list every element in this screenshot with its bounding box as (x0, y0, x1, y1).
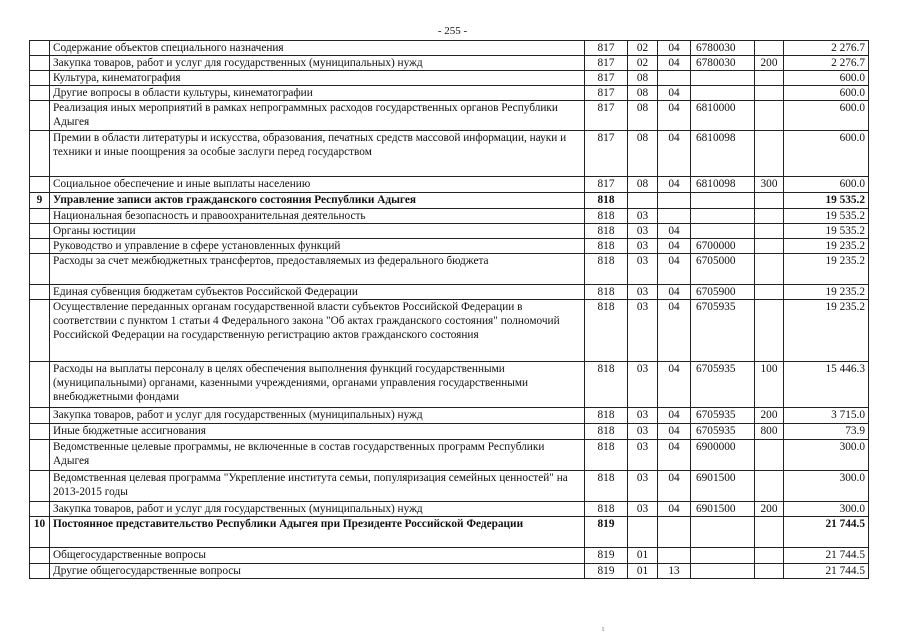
row-amount: 3 715.0 (784, 408, 869, 424)
row-ved-code: 818 (585, 239, 628, 254)
row-ved-code: 818 (585, 193, 628, 209)
row-number: 10 (30, 517, 50, 548)
row-number (30, 564, 50, 579)
table-row (30, 440, 869, 471)
row-target-article (691, 71, 755, 86)
row-ved-code: 818 (585, 300, 628, 362)
row-section-code: 02 (628, 56, 658, 71)
row-ved-code: 818 (585, 285, 628, 300)
row-amount: 19 535.2 (784, 209, 869, 224)
row-target-article: 6705935 (691, 424, 755, 440)
row-number (30, 285, 50, 300)
table-row (30, 408, 869, 424)
row-section-code: 08 (628, 177, 658, 193)
table-row (30, 362, 869, 408)
row-target-article (691, 517, 755, 548)
table-row (30, 517, 869, 548)
row-ved-code: 817 (585, 131, 628, 177)
row-number (30, 548, 50, 564)
table-row (30, 564, 869, 579)
row-subsection-code (658, 548, 691, 564)
row-section-code: 03 (628, 285, 658, 300)
table-row (30, 56, 869, 71)
row-subsection-code (658, 193, 691, 209)
row-amount: 600.0 (784, 131, 869, 177)
row-name: Содержание объектов специального назначения (50, 41, 585, 56)
row-amount: 300.0 (784, 440, 869, 471)
row-target-article: 6901500 (691, 471, 755, 502)
row-target-article: 6705935 (691, 362, 755, 408)
row-amount: 19 535.2 (784, 224, 869, 239)
row-subsection-code: 04 (658, 471, 691, 502)
row-number (30, 41, 50, 56)
row-section-code: 03 (628, 502, 658, 517)
row-target-article: 6810098 (691, 177, 755, 193)
row-ved-code: 818 (585, 408, 628, 424)
row-section-code: 08 (628, 131, 658, 177)
row-ved-code: 819 (585, 517, 628, 548)
row-name: Реализация иных мероприятий в рамках непрограммных расходов государственных органов Республики Адыгея (50, 101, 585, 131)
row-subsection-code: 04 (658, 86, 691, 101)
row-subsection-code: 04 (658, 239, 691, 254)
row-subsection-code (658, 209, 691, 224)
row-section-code: 08 (628, 101, 658, 131)
row-subsection-code: 04 (658, 285, 691, 300)
row-target-article: 6705935 (691, 408, 755, 424)
row-expense-type: 200 (755, 408, 784, 424)
row-amount: 73.9 (784, 424, 869, 440)
row-number: 9 (30, 193, 50, 209)
row-expense-type: 200 (755, 502, 784, 517)
row-subsection-code: 04 (658, 101, 691, 131)
row-amount: 19 235.2 (784, 285, 869, 300)
row-ved-code: 818 (585, 424, 628, 440)
row-subsection-code: 13 (658, 564, 691, 579)
row-ved-code: 819 (585, 564, 628, 579)
table-row (30, 193, 869, 209)
row-section-code: 01 (628, 548, 658, 564)
row-number (30, 502, 50, 517)
row-ved-code: 818 (585, 502, 628, 517)
row-target-article: 6700000 (691, 239, 755, 254)
row-target-article (691, 86, 755, 101)
row-number (30, 224, 50, 239)
row-name: Расходы за счет межбюджетных трансфертов, предоставляемых из федерального бюджета (50, 254, 585, 285)
table-row (30, 41, 869, 56)
row-name: Закупка товаров, работ и услуг для государственных (муниципальных) нужд (50, 56, 585, 71)
row-section-code: 01 (628, 564, 658, 579)
row-expense-type (755, 86, 784, 101)
table-row (30, 86, 869, 101)
row-name: Закупка товаров, работ и услуг для государственных (муниципальных) нужд (50, 408, 585, 424)
table-row (30, 285, 869, 300)
row-subsection-code: 04 (658, 224, 691, 239)
row-name: Постоянное представительство Республики Адыгея при Президенте Российской Федерации (50, 517, 585, 548)
row-section-code: 08 (628, 86, 658, 101)
row-section-code: 03 (628, 424, 658, 440)
row-target-article: 6810000 (691, 101, 755, 131)
table-row (30, 239, 869, 254)
row-name: Премии в области литературы и искусства, образования, печатных средств массовой информации, науки и техники и иные поощрения за особые заслуги перед государством (50, 131, 585, 177)
row-amount: 600.0 (784, 86, 869, 101)
row-expense-type (755, 564, 784, 579)
row-number (30, 254, 50, 285)
row-section-code (628, 517, 658, 548)
row-subsection-code: 04 (658, 502, 691, 517)
row-name: Осуществление переданных органам государственной власти субъектов Российской Федерации в соответствии с пунктом 1 статьи 4 Федерального закона "Об актах гражданского состояния" полномочий Российской Федерации на государственную регистрацию актов гражданского состояния (50, 300, 585, 362)
table-row (30, 224, 869, 239)
row-amount: 600.0 (784, 101, 869, 131)
row-target-article (691, 564, 755, 579)
row-name: Общегосударственные вопросы (50, 548, 585, 564)
row-name: Органы юстиции (50, 224, 585, 239)
row-subsection-code (658, 517, 691, 548)
page-number: - 255 - (437, 25, 468, 37)
row-subsection-code (658, 71, 691, 86)
row-ved-code: 818 (585, 254, 628, 285)
row-number (30, 300, 50, 362)
row-amount: 600.0 (784, 177, 869, 193)
row-name: Иные бюджетные ассигнования (50, 424, 585, 440)
row-target-article: 6780030 (691, 56, 755, 71)
row-number (30, 101, 50, 131)
row-ved-code: 817 (585, 41, 628, 56)
row-ved-code: 817 (585, 101, 628, 131)
row-amount: 19 535.2 (784, 193, 869, 209)
row-subsection-code: 04 (658, 177, 691, 193)
row-expense-type (755, 548, 784, 564)
row-name: Единая субвенция бюджетам субъектов Российской Федерации (50, 285, 585, 300)
row-subsection-code: 04 (658, 440, 691, 471)
row-expense-type: 100 (755, 362, 784, 408)
row-target-article (691, 224, 755, 239)
row-section-code: 08 (628, 71, 658, 86)
row-ved-code: 818 (585, 362, 628, 408)
row-subsection-code: 04 (658, 254, 691, 285)
row-section-code: 03 (628, 440, 658, 471)
row-expense-type (755, 239, 784, 254)
table-row (30, 424, 869, 440)
table-row (30, 131, 869, 177)
row-number (30, 131, 50, 177)
row-amount: 21 744.5 (784, 564, 869, 579)
row-expense-type (755, 41, 784, 56)
row-amount: 19 235.2 (784, 239, 869, 254)
row-section-code: 02 (628, 41, 658, 56)
row-expense-type (755, 71, 784, 86)
row-amount: 19 235.2 (784, 254, 869, 285)
row-subsection-code: 04 (658, 408, 691, 424)
row-subsection-code: 04 (658, 424, 691, 440)
row-number (30, 408, 50, 424)
row-expense-type: 200 (755, 56, 784, 71)
row-number (30, 471, 50, 502)
row-amount: 2 276.7 (784, 56, 869, 71)
row-expense-type (755, 285, 784, 300)
row-number (30, 177, 50, 193)
row-expense-type: 800 (755, 424, 784, 440)
row-name: Закупка товаров, работ и услуг для государственных (муниципальных) нужд (50, 502, 585, 517)
row-amount: 600.0 (784, 71, 869, 86)
row-number (30, 362, 50, 408)
row-target-article: 6705000 (691, 254, 755, 285)
row-expense-type (755, 471, 784, 502)
row-target-article: 6705935 (691, 300, 755, 362)
table-row (30, 71, 869, 86)
row-ved-code: 817 (585, 177, 628, 193)
row-amount: 15 446.3 (784, 362, 869, 408)
row-name: Социальное обеспечение и иные выплаты населению (50, 177, 585, 193)
row-ved-code: 818 (585, 471, 628, 502)
row-name: Руководство и управление в сфере установленных функций (50, 239, 585, 254)
row-target-article (691, 209, 755, 224)
row-name: Национальная безопасность и правоохранительная деятельность (50, 209, 585, 224)
row-ved-code: 817 (585, 71, 628, 86)
row-section-code: 03 (628, 239, 658, 254)
row-number (30, 86, 50, 101)
row-section-code: 03 (628, 471, 658, 502)
row-amount: 21 744.5 (784, 548, 869, 564)
row-number (30, 440, 50, 471)
row-expense-type (755, 517, 784, 548)
row-expense-type (755, 254, 784, 285)
row-expense-type (755, 209, 784, 224)
row-number (30, 209, 50, 224)
row-expense-type (755, 440, 784, 471)
row-expense-type (755, 101, 784, 131)
row-section-code: 03 (628, 362, 658, 408)
row-name: Управление записи актов гражданского состояния Республики Адыгея (50, 193, 585, 209)
row-expense-type: 300 (755, 177, 784, 193)
row-target-article: 6901500 (691, 502, 755, 517)
row-subsection-code: 04 (658, 362, 691, 408)
row-ved-code: 819 (585, 548, 628, 564)
row-section-code: 03 (628, 300, 658, 362)
row-ved-code: 817 (585, 56, 628, 71)
table-row (30, 177, 869, 193)
row-ved-code: 818 (585, 440, 628, 471)
row-section-code: 03 (628, 209, 658, 224)
row-expense-type (755, 131, 784, 177)
row-name: Ведомственные целевые программы, не включенные в состав государственных программ Республики Адыгея (50, 440, 585, 471)
row-section-code: 03 (628, 408, 658, 424)
row-section-code (628, 193, 658, 209)
row-name: Другие общегосударственные вопросы (50, 564, 585, 579)
table-row (30, 101, 869, 131)
row-target-article (691, 193, 755, 209)
row-amount: 19 235.2 (784, 300, 869, 362)
table-row (30, 471, 869, 502)
row-amount: 300.0 (784, 502, 869, 517)
row-ved-code: 817 (585, 86, 628, 101)
row-amount: 300.0 (784, 471, 869, 502)
row-subsection-code: 04 (658, 131, 691, 177)
row-target-article: 6900000 (691, 440, 755, 471)
row-section-code: 03 (628, 254, 658, 285)
table-row (30, 548, 869, 564)
row-target-article: 6705900 (691, 285, 755, 300)
row-target-article (691, 548, 755, 564)
row-subsection-code: 04 (658, 56, 691, 71)
row-number (30, 424, 50, 440)
row-expense-type (755, 224, 784, 239)
row-amount: 2 276.7 (784, 41, 869, 56)
row-section-code: 03 (628, 224, 658, 239)
row-number (30, 239, 50, 254)
row-name: Ведомственная целевая программа "Укрепление института семьи, популяризация семейных ценностей" на 2013-2015 годы (50, 471, 585, 502)
row-number (30, 71, 50, 86)
row-subsection-code: 04 (658, 41, 691, 56)
scan-artifact: ι (602, 624, 605, 633)
budget-table (29, 40, 869, 579)
row-target-article: 6780030 (691, 41, 755, 56)
row-amount: 21 744.5 (784, 517, 869, 548)
table-row (30, 300, 869, 362)
row-number (30, 56, 50, 71)
row-name: Другие вопросы в области культуры, кинематографии (50, 86, 585, 101)
table-row (30, 502, 869, 517)
row-target-article: 6810098 (691, 131, 755, 177)
row-ved-code: 818 (585, 209, 628, 224)
row-name: Культура, кинематография (50, 71, 585, 86)
row-expense-type (755, 300, 784, 362)
row-name: Расходы на выплаты персоналу в целях обеспечения выполнения функций государственными (муниципальными) органами, казенными учреждениями, органами управления государственными внебюджетными фондами (50, 362, 585, 408)
row-expense-type (755, 193, 784, 209)
table-row (30, 209, 869, 224)
row-ved-code: 818 (585, 224, 628, 239)
table-row (30, 254, 869, 285)
row-subsection-code: 04 (658, 300, 691, 362)
